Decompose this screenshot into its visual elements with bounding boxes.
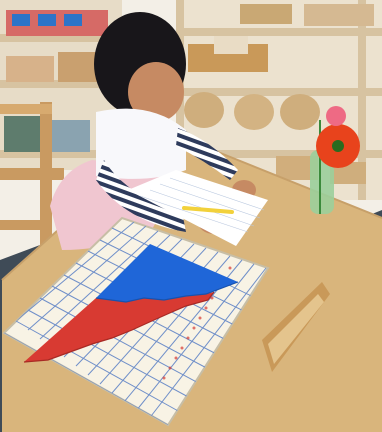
basket xyxy=(240,4,292,24)
basket xyxy=(58,52,98,82)
basket xyxy=(6,56,54,82)
basket xyxy=(304,4,374,26)
flower xyxy=(326,106,346,126)
